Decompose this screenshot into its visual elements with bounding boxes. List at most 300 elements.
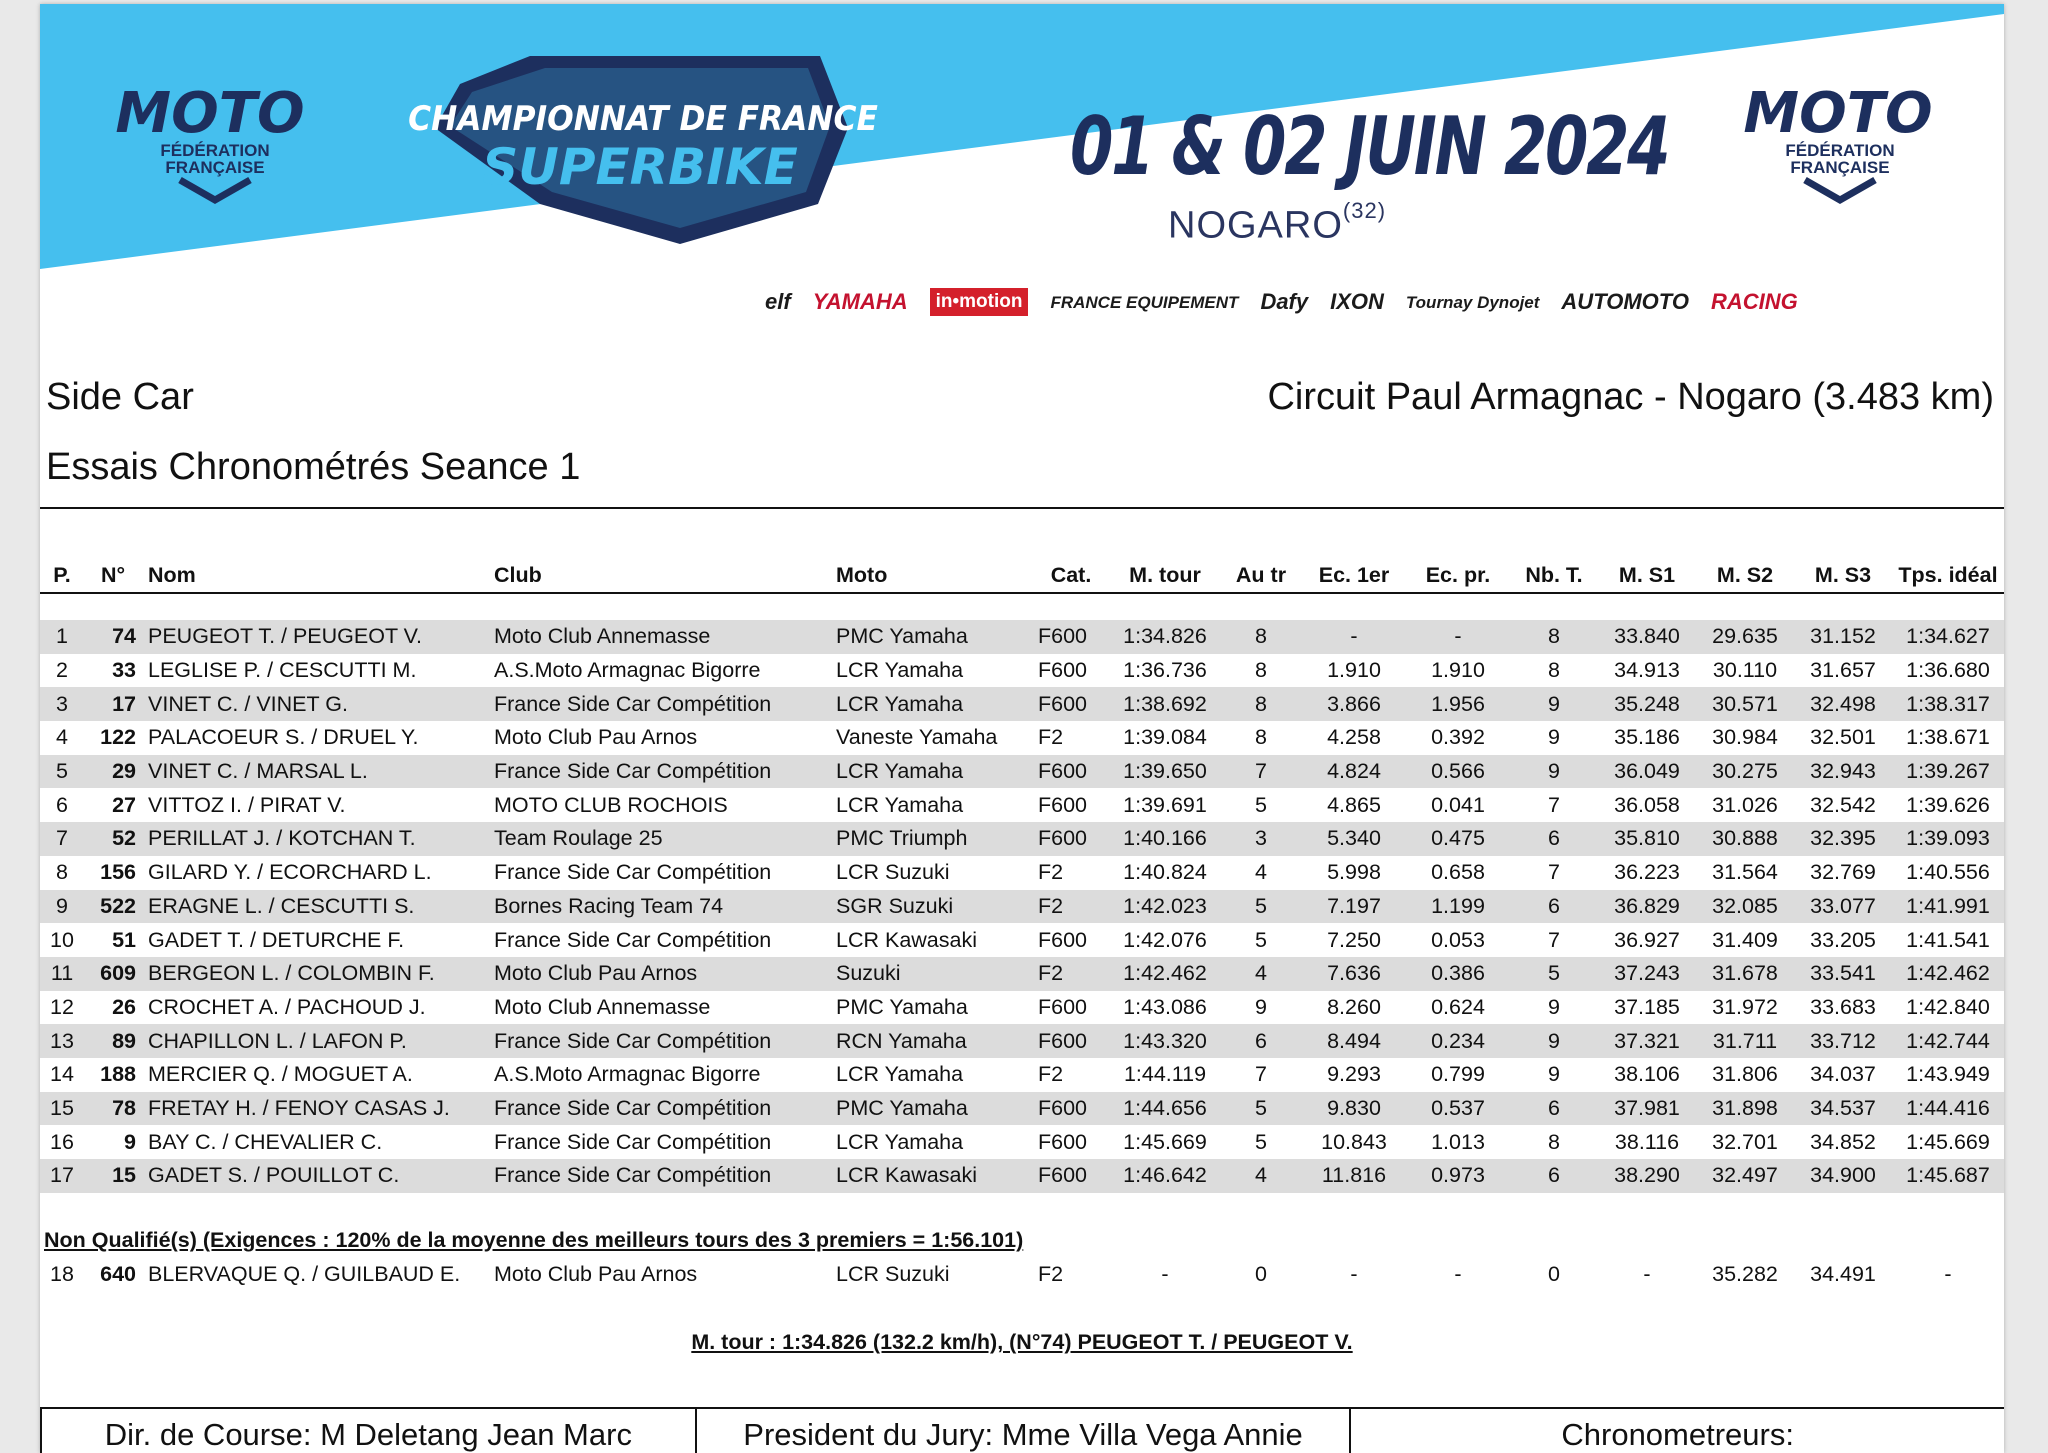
cell-autr: 5 xyxy=(1255,792,1267,817)
cell-moto: PMC Yamaha xyxy=(830,1092,1032,1126)
cell-s2: 32.701 xyxy=(1712,1129,1778,1154)
cell-ec1: 4.258 xyxy=(1327,725,1381,750)
cell-autr: 6 xyxy=(1220,1024,1302,1058)
cell-autr: 8 xyxy=(1220,687,1302,721)
cell-s1: 36.927 xyxy=(1614,927,1680,952)
cell-nbt: 6 xyxy=(1510,1159,1598,1193)
cell-ideal: 1:42.840 xyxy=(1906,994,1990,1019)
cell-ecpr: 0.624 xyxy=(1431,994,1485,1019)
cell-club: France Side Car Compétition xyxy=(488,1024,830,1058)
cell-n: 122 xyxy=(100,725,136,750)
cell-cat: F600 xyxy=(1032,1092,1110,1126)
cell-cat: F600 xyxy=(1032,1159,1110,1193)
result-row xyxy=(40,890,2004,924)
cell-ideal: 1:40.556 xyxy=(1906,860,1990,885)
blue-swoosh xyxy=(40,4,2004,269)
ffm-logo-left-title: MOTO xyxy=(115,81,305,146)
cell-cat: F2 xyxy=(1032,957,1110,991)
cell-cat: F600 xyxy=(1038,1129,1088,1154)
cell-mtour: 1:34.826 xyxy=(1110,620,1220,654)
cell-ec1: 3.866 xyxy=(1302,687,1406,721)
cell-ec1: 4.824 xyxy=(1302,755,1406,789)
cell-mtour: 1:46.642 xyxy=(1110,1159,1220,1193)
cell-n: 156 xyxy=(100,860,136,885)
cell-n: 522 xyxy=(84,890,142,924)
cell-mtour: 1:42.076 xyxy=(1123,927,1207,952)
cell-ideal: 1:38.671 xyxy=(1906,725,1990,750)
cell-s3: 31.657 xyxy=(1810,658,1876,683)
cell-club: Moto Club Pau Arnos xyxy=(494,1262,698,1286)
cell-ec1: 8.494 xyxy=(1302,1024,1406,1058)
cell-mtour: 1:39.650 xyxy=(1110,755,1220,789)
cell-ec1: 9.293 xyxy=(1327,1062,1381,1087)
col-header-s1: M. S1 xyxy=(1598,544,1696,593)
cell-ecpr: 0.392 xyxy=(1431,725,1485,750)
cell-nom: LEGLISE P. / CESCUTTI M. xyxy=(148,658,417,683)
cell-nom: FRETAY H. / FENOY CASAS J. xyxy=(142,1092,488,1126)
cell-nom: BLERVAQUE Q. / GUILBAUD E. xyxy=(148,1262,461,1286)
circuit-title: Circuit Paul Armagnac - Nogaro (3.483 km) xyxy=(1267,376,1994,418)
cell-ecpr: 1.956 xyxy=(1406,687,1510,721)
col-header-category: Cat. xyxy=(1032,544,1110,593)
cell-s1: 36.829 xyxy=(1598,890,1696,924)
cell-ecpr: 0.234 xyxy=(1406,1024,1510,1058)
cell-club: France Side Car Compétition xyxy=(494,927,772,952)
cell-s3: 34.537 xyxy=(1794,1092,1892,1126)
cell-moto: LCR Yamaha xyxy=(836,1129,964,1154)
cell-s2: 29.635 xyxy=(1696,620,1794,654)
cell-ecpr: 0.386 xyxy=(1406,957,1510,991)
cell-autr: 5 xyxy=(1220,890,1302,924)
cell-p: 9 xyxy=(40,890,84,924)
cell-nom: BAY C. / CHEVALIER C. xyxy=(148,1129,383,1154)
cell-nom: GILARD Y. / ECORCHARD L. xyxy=(148,860,432,885)
cell-ideal: 1:44.416 xyxy=(1892,1092,2004,1126)
cell-cat: F600 xyxy=(1032,1024,1110,1058)
cell-mtour: 1:42.023 xyxy=(1110,890,1220,924)
cell-club: France Side Car Compétition xyxy=(494,860,772,885)
col-header-at-lap: Au tr xyxy=(1220,544,1302,593)
cell-mtour: 1:40.166 xyxy=(1110,822,1220,856)
cell-ec1: - xyxy=(1350,1262,1358,1286)
cell-ec1: 5.340 xyxy=(1302,822,1406,856)
cell-cat: F600 xyxy=(1038,927,1088,952)
cell-mtour: 1:38.692 xyxy=(1110,687,1220,721)
col-header-gap-first: Ec. 1er xyxy=(1302,544,1406,593)
cell-nbt: 6 xyxy=(1510,890,1598,924)
cell-mtour: 1:39.084 xyxy=(1123,725,1207,750)
cell-nom: CHAPILLON L. / LAFON P. xyxy=(142,1024,488,1058)
result-row xyxy=(40,687,2004,721)
cell-mtour: 1:36.736 xyxy=(1123,658,1207,683)
result-row xyxy=(40,721,2004,755)
cell-moto: PMC Yamaha xyxy=(836,994,968,1019)
cell-cat: F2 xyxy=(1038,860,1064,885)
cell-autr: 8 xyxy=(1255,658,1267,683)
cell-s3: 32.769 xyxy=(1810,860,1876,885)
cell-n: 26 xyxy=(112,994,136,1019)
officials-footer xyxy=(40,1407,2004,1453)
cell-cat: F600 xyxy=(1032,755,1110,789)
cell-s1: 37.185 xyxy=(1614,994,1680,1019)
ffm-logo-right-title: MOTO xyxy=(1743,81,1933,146)
cell-ec1: 7.250 xyxy=(1327,927,1381,952)
cell-s2: 31.806 xyxy=(1712,1062,1778,1087)
cell-club: France Side Car Compétition xyxy=(494,1129,772,1154)
col-header-name: Nom xyxy=(142,544,488,593)
cell-p: 16 xyxy=(50,1129,74,1154)
cell-s1: 38.106 xyxy=(1614,1062,1680,1087)
result-row xyxy=(40,1024,2004,1058)
cell-ideal: 1:45.687 xyxy=(1892,1159,2004,1193)
cell-club: Moto Club Annemasse xyxy=(488,620,830,654)
cell-mtour: 1:39.691 xyxy=(1123,792,1207,817)
cell-ec1: 5.998 xyxy=(1327,860,1381,885)
cell-cat: F2 xyxy=(1038,1062,1064,1087)
cell-moto: LCR Suzuki xyxy=(836,860,950,885)
cell-s2: 32.085 xyxy=(1696,890,1794,924)
cell-autr: 5 xyxy=(1255,1129,1267,1154)
result-row xyxy=(40,1092,2004,1126)
ffm-logo-left-line3: FRANÇAISE xyxy=(165,158,265,177)
cell-moto: RCN Yamaha xyxy=(830,1024,1032,1058)
cell-p: 18 xyxy=(50,1262,74,1286)
cell-autr: 7 xyxy=(1220,755,1302,789)
cell-moto: PMC Yamaha xyxy=(830,620,1032,654)
cell-p: 8 xyxy=(56,860,68,885)
results-header-row xyxy=(40,544,2004,593)
cell-ec1: 9.830 xyxy=(1302,1092,1406,1126)
cell-nbt: 0 xyxy=(1548,1262,1560,1286)
result-row xyxy=(40,1258,2004,1291)
cell-autr: 4 xyxy=(1220,1159,1302,1193)
cell-ideal: 1:42.744 xyxy=(1892,1024,2004,1058)
cell-s2: 35.282 xyxy=(1712,1262,1778,1286)
cell-club: Moto Club Pau Arnos xyxy=(488,957,830,991)
cell-mtour: 1:40.824 xyxy=(1123,860,1207,885)
cell-ideal: - xyxy=(1944,1262,1952,1286)
venue-name: NOGARO xyxy=(1168,204,1343,247)
result-row xyxy=(40,620,2004,654)
category-title: Side Car xyxy=(46,376,194,418)
col-header-number: N° xyxy=(84,544,142,593)
sponsor-elf: elf xyxy=(765,289,791,314)
cell-p: 6 xyxy=(56,792,68,817)
cell-s1: 36.223 xyxy=(1614,860,1680,885)
col-header-s2: M. S2 xyxy=(1696,544,1794,593)
cell-ec1: 8.260 xyxy=(1327,994,1381,1019)
cell-s1: 33.840 xyxy=(1598,620,1696,654)
cell-mtour: 1:43.320 xyxy=(1110,1024,1220,1058)
cell-club: France Side Car Compétition xyxy=(488,755,830,789)
cell-s3: 34.852 xyxy=(1810,1129,1876,1154)
results-table xyxy=(40,544,2004,1193)
cell-moto: LCR Yamaha xyxy=(830,755,1032,789)
cell-ec1: 4.865 xyxy=(1327,792,1381,817)
cell-nbt: 9 xyxy=(1510,687,1598,721)
cell-moto: LCR Kawasaki xyxy=(830,1159,1032,1193)
cell-n: 17 xyxy=(84,687,142,721)
cell-s3: 33.205 xyxy=(1810,927,1876,952)
cell-p: 2 xyxy=(56,658,68,683)
cell-s3: 32.542 xyxy=(1810,792,1876,817)
cell-p: 17 xyxy=(40,1159,84,1193)
cell-ideal: 1:36.680 xyxy=(1906,658,1990,683)
cell-ideal: 1:45.669 xyxy=(1906,1129,1990,1154)
best-lap-summary: M. tour : 1:34.826 (132.2 km/h), (N°74) PEUGEOT T. / PEUGEOT V. xyxy=(691,1330,1353,1354)
ffm-logo-right-line3: FRANÇAISE xyxy=(1790,158,1890,177)
cell-mtour: 1:45.669 xyxy=(1123,1129,1207,1154)
cell-club: France Side Car Compétition xyxy=(488,1092,830,1126)
cell-s3: 32.501 xyxy=(1810,725,1876,750)
cell-s2: 31.898 xyxy=(1696,1092,1794,1126)
cell-autr: 5 xyxy=(1255,927,1267,952)
cell-s1: - xyxy=(1643,1262,1651,1286)
cell-club: A.S.Moto Armagnac Bigorre xyxy=(494,1062,761,1087)
col-header-position: P. xyxy=(40,544,84,593)
cell-ecpr: - xyxy=(1454,1262,1462,1286)
cell-ideal: 1:41.991 xyxy=(1892,890,2004,924)
cell-s2: 32.497 xyxy=(1696,1159,1794,1193)
col-header-s3: M. S3 xyxy=(1794,544,1892,593)
result-row xyxy=(40,822,2004,856)
cell-p: 15 xyxy=(40,1092,84,1126)
cell-nom: PEUGEOT T. / PEUGEOT V. xyxy=(142,620,488,654)
cell-moto: LCR Suzuki xyxy=(836,1262,950,1286)
cell-n: 188 xyxy=(100,1062,136,1087)
cell-moto: LCR Yamaha xyxy=(836,1062,964,1087)
cell-s3: 32.498 xyxy=(1794,687,1892,721)
sponsor-france-equipement: FRANCE EQUIPEMENT xyxy=(1050,292,1239,312)
cell-ec1: 7.636 xyxy=(1302,957,1406,991)
cell-nbt: 9 xyxy=(1510,755,1598,789)
ffm-logo-left-line2: FÉDÉRATION xyxy=(160,141,270,160)
cell-nom: PERILLAT J. / KOTCHAN T. xyxy=(142,822,488,856)
cell-s3: 34.900 xyxy=(1794,1159,1892,1193)
cell-ecpr: 1.910 xyxy=(1431,658,1485,683)
cell-s1: 35.186 xyxy=(1614,725,1680,750)
event-date: 01 & 02 JUIN 2024 xyxy=(1070,100,1669,193)
race-director: Dir. de Course: M Deletang Jean Marc xyxy=(42,1409,697,1453)
cell-s2: 30.888 xyxy=(1696,822,1794,856)
cell-s3: 34.037 xyxy=(1810,1062,1876,1087)
cell-club: France Side Car Compétition xyxy=(488,687,830,721)
ffm-logo-right xyxy=(1743,81,1932,200)
cell-ideal: 1:39.093 xyxy=(1892,822,2004,856)
timekeepers: Chronometreurs: xyxy=(1561,1417,1794,1452)
cell-autr: 3 xyxy=(1220,822,1302,856)
col-header-gap-previous: Ec. pr. xyxy=(1406,544,1510,593)
cell-n: 78 xyxy=(84,1092,142,1126)
cell-p: 14 xyxy=(50,1062,74,1087)
cell-n: 51 xyxy=(112,927,136,952)
cell-ideal: 1:34.627 xyxy=(1892,620,2004,654)
cell-n: 27 xyxy=(112,792,136,817)
cell-club: France Side Car Compétition xyxy=(488,1159,830,1193)
cell-ideal: 1:38.317 xyxy=(1892,687,2004,721)
sponsor-racing: RACING xyxy=(1710,289,1798,314)
cell-n: 52 xyxy=(84,822,142,856)
cell-nom: VITTOZ I. / PIRAT V. xyxy=(148,792,346,817)
sponsor-yamaha: YAMAHA xyxy=(812,289,908,314)
cell-club: Team Roulage 25 xyxy=(488,822,830,856)
result-row xyxy=(40,1159,2004,1193)
cell-ecpr: 0.799 xyxy=(1431,1062,1485,1087)
cell-cat: F600 xyxy=(1032,620,1110,654)
cell-ecpr: 0.537 xyxy=(1406,1092,1510,1126)
cell-nom: CROCHET A. / PACHOUD J. xyxy=(148,994,426,1019)
result-row xyxy=(40,1125,2004,1159)
cell-s3: 33.683 xyxy=(1810,994,1876,1019)
cell-club: MOTO CLUB ROCHOIS xyxy=(494,792,728,817)
sponsor-inmotion: in•motion xyxy=(930,288,1029,316)
cell-ecpr: 0.475 xyxy=(1406,822,1510,856)
cell-p: 10 xyxy=(50,927,74,952)
cell-s3: 34.491 xyxy=(1810,1262,1876,1286)
cell-nbt: 9 xyxy=(1548,994,1560,1019)
cell-ec1: 7.197 xyxy=(1302,890,1406,924)
cell-s3: 33.077 xyxy=(1794,890,1892,924)
cell-s1: 34.913 xyxy=(1614,658,1680,683)
cell-ideal: 1:43.949 xyxy=(1906,1062,1990,1087)
cell-moto: PMC Triumph xyxy=(830,822,1032,856)
cell-moto: LCR Yamaha xyxy=(836,658,964,683)
cell-n: 15 xyxy=(84,1159,142,1193)
cell-ecpr: 0.053 xyxy=(1431,927,1485,952)
cell-s1: 36.049 xyxy=(1598,755,1696,789)
cell-autr: 8 xyxy=(1255,725,1267,750)
cell-nbt: 7 xyxy=(1548,927,1560,952)
cell-nbt: 8 xyxy=(1548,658,1560,683)
cell-ecpr: 1.199 xyxy=(1406,890,1510,924)
cell-n: 74 xyxy=(84,620,142,654)
cell-nom: GADET T. / DETURCHE F. xyxy=(148,927,405,952)
cell-nbt: 6 xyxy=(1510,1092,1598,1126)
cell-s1: 38.116 xyxy=(1614,1129,1680,1154)
cell-ecpr: 1.013 xyxy=(1431,1129,1485,1154)
cell-autr: 7 xyxy=(1255,1062,1267,1087)
cell-club: Bornes Racing Team 74 xyxy=(488,890,830,924)
cell-nbt: 8 xyxy=(1510,620,1598,654)
venue-dept: (32) xyxy=(1342,198,1387,223)
cell-nom: BERGEON L. / COLOMBIN F. xyxy=(142,957,488,991)
cell-s1: 37.243 xyxy=(1598,957,1696,991)
cell-p: 4 xyxy=(56,725,68,750)
cell-moto: LCR Yamaha xyxy=(836,792,964,817)
cell-cat: F600 xyxy=(1032,687,1110,721)
sponsor-strip xyxy=(765,282,1798,322)
cell-ecpr: 0.658 xyxy=(1431,860,1485,885)
cell-moto: SGR Suzuki xyxy=(830,890,1032,924)
cell-n: 33 xyxy=(112,658,136,683)
championship-line2: SUPERBIKE xyxy=(482,138,798,196)
cell-autr: 8 xyxy=(1220,620,1302,654)
col-header-best-lap: M. tour xyxy=(1110,544,1220,593)
cell-nbt: 6 xyxy=(1510,822,1598,856)
cell-autr: 0 xyxy=(1255,1262,1267,1286)
result-row xyxy=(40,856,2004,890)
cell-ecpr: 0.973 xyxy=(1406,1159,1510,1193)
cell-ideal: 1:39.626 xyxy=(1906,792,1990,817)
cell-p: 12 xyxy=(50,994,74,1019)
cell-p: 11 xyxy=(40,957,84,991)
cell-moto: LCR Kawasaki xyxy=(836,927,977,952)
cell-s3: 31.152 xyxy=(1794,620,1892,654)
cell-cat: F2 xyxy=(1032,890,1110,924)
result-row xyxy=(40,788,2004,822)
cell-s2: 30.571 xyxy=(1696,687,1794,721)
cell-p: 5 xyxy=(40,755,84,789)
cell-s1: 36.058 xyxy=(1614,792,1680,817)
cell-p: 7 xyxy=(40,822,84,856)
event-venue xyxy=(1168,198,1387,248)
cell-s1: 37.981 xyxy=(1598,1092,1696,1126)
result-row xyxy=(40,1058,2004,1092)
col-header-ideal: Tps. idéal xyxy=(1892,544,2004,593)
cell-s3: 33.541 xyxy=(1794,957,1892,991)
result-row xyxy=(40,654,2004,688)
cell-moto: LCR Yamaha xyxy=(830,687,1032,721)
cell-s2: 31.409 xyxy=(1712,927,1778,952)
cell-mtour: 1:43.086 xyxy=(1123,994,1207,1019)
col-header-laps: Nb. T. xyxy=(1510,544,1598,593)
cell-s2: 30.984 xyxy=(1712,725,1778,750)
result-row xyxy=(40,957,2004,991)
cell-p: 1 xyxy=(40,620,84,654)
sponsor-dafy: Dafy xyxy=(1260,289,1309,314)
cell-cat: F2 xyxy=(1038,725,1064,750)
cell-cat: F2 xyxy=(1038,1262,1064,1286)
cell-ecpr: 0.041 xyxy=(1431,792,1485,817)
cell-autr: 9 xyxy=(1255,994,1267,1019)
cell-nbt: 7 xyxy=(1548,860,1560,885)
championship-line1: CHAMPIONNAT DE FRANCE xyxy=(408,98,878,139)
cell-ideal: 1:41.541 xyxy=(1906,927,1990,952)
cell-n: 609 xyxy=(84,957,142,991)
cell-n: 29 xyxy=(84,755,142,789)
championship-logo xyxy=(408,56,878,244)
non-qualified-table xyxy=(40,1258,2004,1291)
cell-nbt: 9 xyxy=(1510,1024,1598,1058)
ffm-logo-right-line2: FÉDÉRATION xyxy=(1785,141,1895,160)
cell-s1: 38.290 xyxy=(1598,1159,1696,1193)
cell-s1: 35.248 xyxy=(1598,687,1696,721)
cell-cat: F600 xyxy=(1038,994,1088,1019)
cell-nom: MERCIER Q. / MOGUET A. xyxy=(148,1062,413,1087)
cell-ec1: - xyxy=(1302,620,1406,654)
cell-ecpr: 0.566 xyxy=(1406,755,1510,789)
cell-nom: ERAGNE L. / CESCUTTI S. xyxy=(142,890,488,924)
cell-nom: PALACOEUR S. / DRUEL Y. xyxy=(148,725,419,750)
cell-s3: 32.943 xyxy=(1794,755,1892,789)
cell-s2: 31.564 xyxy=(1712,860,1778,885)
cell-ec1: 11.816 xyxy=(1302,1159,1406,1193)
cell-cat: F600 xyxy=(1032,822,1110,856)
cell-moto: Vaneste Yamaha xyxy=(836,725,998,750)
cell-s2: 30.110 xyxy=(1712,658,1778,683)
cell-s2: 31.711 xyxy=(1696,1024,1794,1058)
cell-s2: 31.678 xyxy=(1696,957,1794,991)
cell-ideal: 1:42.462 xyxy=(1892,957,2004,991)
cell-mtour: - xyxy=(1161,1262,1169,1286)
cell-moto: Suzuki xyxy=(830,957,1032,991)
cell-s3: 32.395 xyxy=(1794,822,1892,856)
results-sheet xyxy=(40,4,2004,1453)
non-qualified-title: Non Qualifié(s) (Exigences : 120% de la moyenne des meilleurs tours des 3 premiers = 1:56.101) xyxy=(44,1228,1024,1252)
col-header-club: Club xyxy=(488,544,830,593)
result-row xyxy=(40,991,2004,1025)
cell-cat: F600 xyxy=(1038,792,1088,817)
